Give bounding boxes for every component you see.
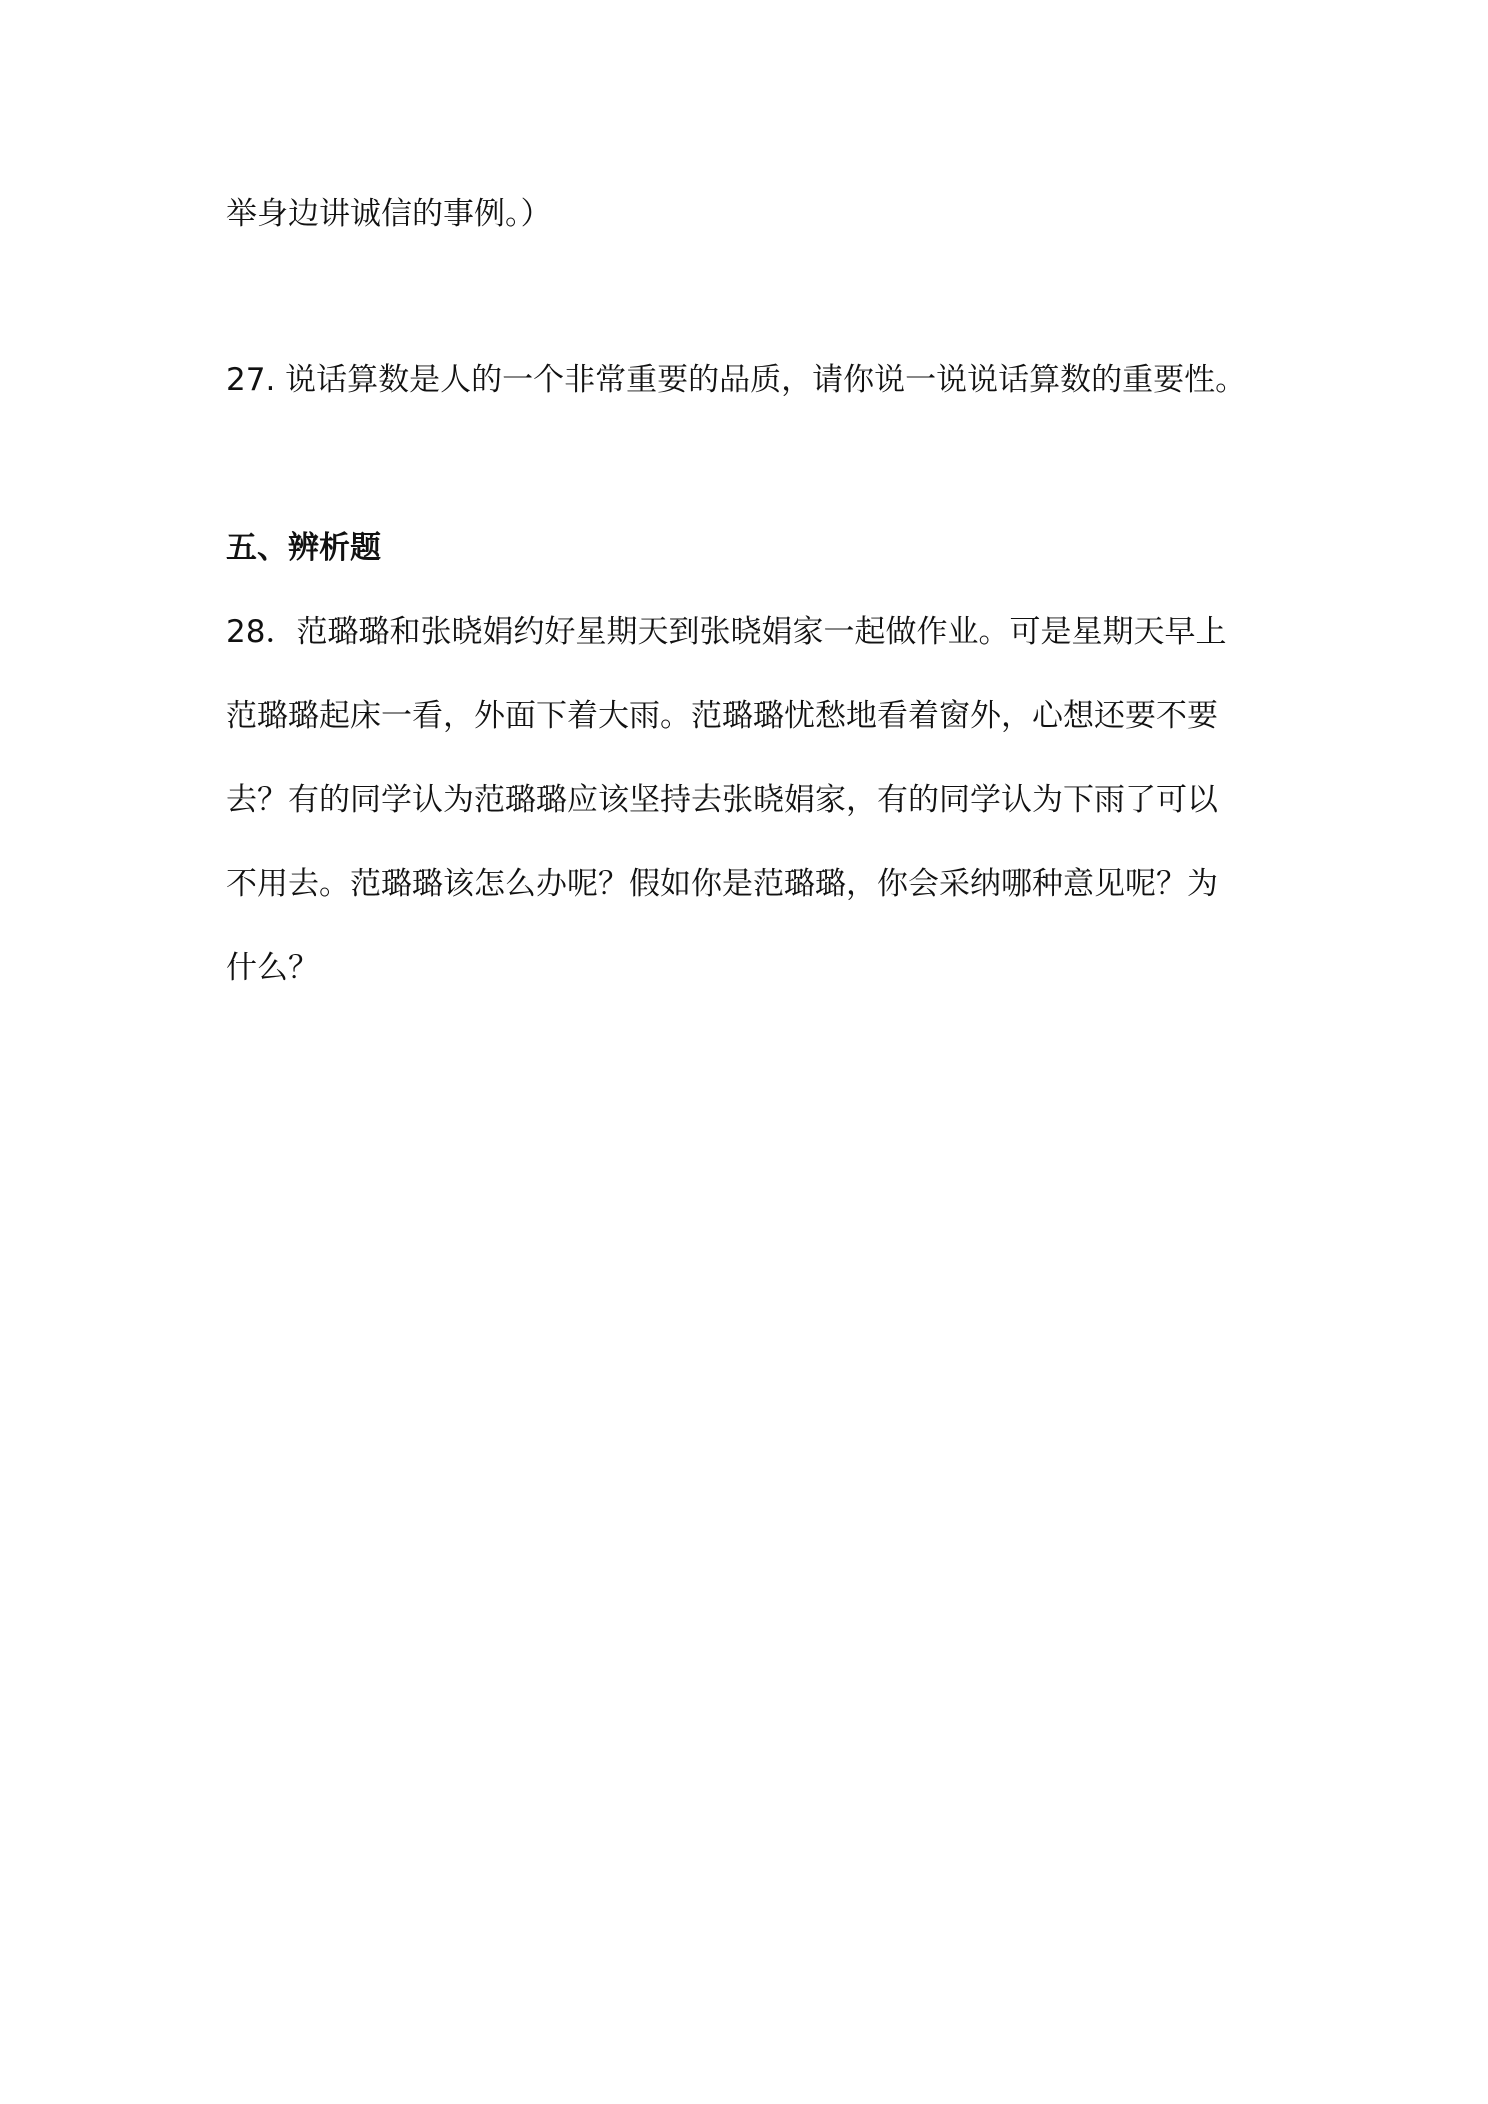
question-28-line-5: 什么？ bbox=[226, 950, 319, 986]
question-28-line-4: 不用去。范璐璐该怎么办呢？假如你是范璐璐，你会采纳哪种意见呢？为 bbox=[226, 866, 1218, 902]
question-28-line-2: 范璐璐起床一看，外面下着大雨。范璐璐忧愁地看着窗外，心想还要不要 bbox=[226, 698, 1218, 734]
section-heading: 五、辨析题 bbox=[226, 530, 381, 566]
question-28 bbox=[226, 590, 1276, 1010]
question-28-line-3: 去？有的同学认为范璐璐应该坚持去张晓娟家，有的同学认为下雨了可以 bbox=[226, 782, 1218, 818]
continuation-text: 举身边讲诚信的事例。） bbox=[226, 196, 552, 232]
question-27: 27. 说话算数是人的一个非常重要的品质，请你说一说说话算数的重要性。 bbox=[226, 362, 1247, 398]
question-28-line-1: 28．范璐璐和张晓娟约好星期天到张晓娟家一起做作业。可是星期天早上 bbox=[226, 614, 1227, 650]
